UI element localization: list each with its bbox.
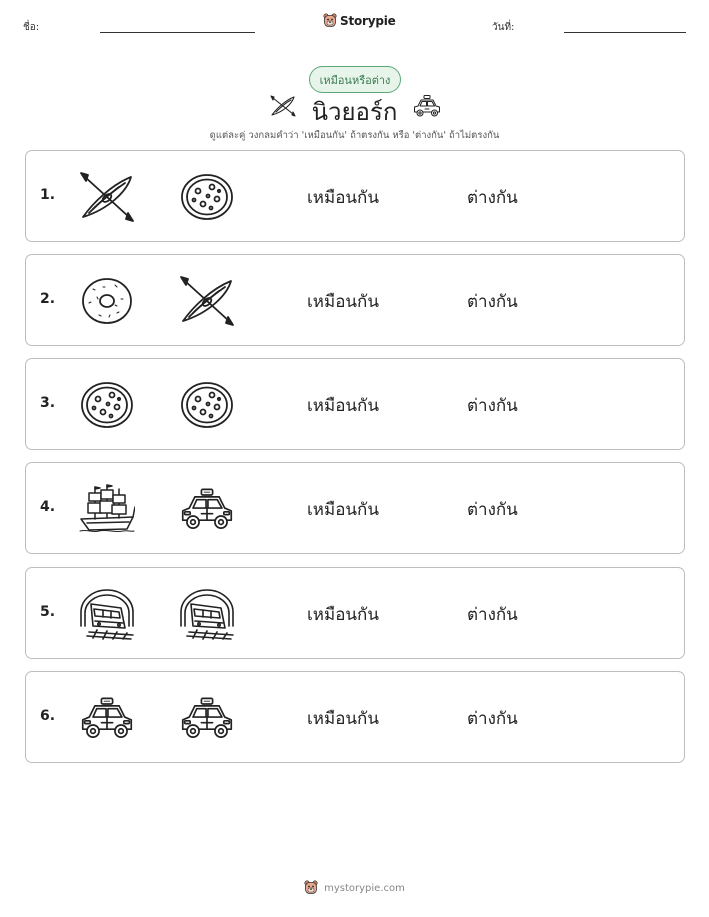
taxi-icon <box>410 93 444 119</box>
pizza-icon <box>179 379 235 431</box>
footer-link[interactable]: mystorypie.com <box>324 882 405 894</box>
storypie-logo <box>323 13 396 29</box>
footer <box>0 880 709 896</box>
bear-icon <box>323 13 337 29</box>
different-option[interactable]: ต่างกัน <box>467 188 518 208</box>
kayak-icon <box>179 275 235 327</box>
row-number: 4. <box>40 499 56 515</box>
pair-row-6 <box>25 671 685 763</box>
topic-badge: เหมือนหรือต่าง <box>309 66 401 93</box>
date-label: วันที่: <box>492 22 515 33</box>
row-number: 6. <box>40 708 56 724</box>
same-option[interactable]: เหมือนกัน <box>307 709 379 729</box>
pizza-icon <box>79 379 135 431</box>
instructions: ดูแต่ละคู่ วงกลมคำว่า 'เหมือนกัน' ถ้าตรงกัน หรือ 'ต่างกัน' ถ้าไม่ตรงกัน <box>209 130 500 141</box>
taxi-icon <box>179 483 235 535</box>
row-number: 2. <box>40 291 56 307</box>
pizza-icon <box>179 171 235 223</box>
different-option[interactable]: ต่างกัน <box>467 396 518 416</box>
pair-row-4 <box>25 462 685 554</box>
kayak-icon <box>79 171 135 223</box>
bear-icon <box>304 880 318 896</box>
different-option[interactable]: ต่างกัน <box>467 500 518 520</box>
different-option[interactable]: ต่างกัน <box>467 292 518 312</box>
different-option[interactable]: ต่างกัน <box>467 605 518 625</box>
same-option[interactable]: เหมือนกัน <box>307 396 379 416</box>
same-option[interactable]: เหมือนกัน <box>307 500 379 520</box>
pair-row-5 <box>25 567 685 659</box>
same-option[interactable]: เหมือนกัน <box>307 605 379 625</box>
bagel-icon <box>79 275 135 327</box>
row-number: 1. <box>40 187 56 203</box>
same-option[interactable]: เหมือนกัน <box>307 292 379 312</box>
date-line[interactable] <box>564 32 686 33</box>
pair-row-1 <box>25 150 685 242</box>
row-number: 3. <box>40 395 56 411</box>
different-option[interactable]: ต่างกัน <box>467 709 518 729</box>
pair-row-3 <box>25 358 685 450</box>
logo-text: Storypie <box>340 14 396 28</box>
same-option[interactable]: เหมือนกัน <box>307 188 379 208</box>
subway-icon <box>179 588 235 640</box>
name-label: ชื่อ: <box>23 22 40 33</box>
subway-icon <box>79 588 135 640</box>
row-number: 5. <box>40 604 56 620</box>
name-line[interactable] <box>100 32 255 33</box>
taxi-icon <box>179 692 235 744</box>
taxi-icon <box>79 692 135 744</box>
ship-icon <box>79 483 135 535</box>
pair-row-2 <box>25 254 685 346</box>
page-title: นิวยอร์ก <box>311 98 398 126</box>
